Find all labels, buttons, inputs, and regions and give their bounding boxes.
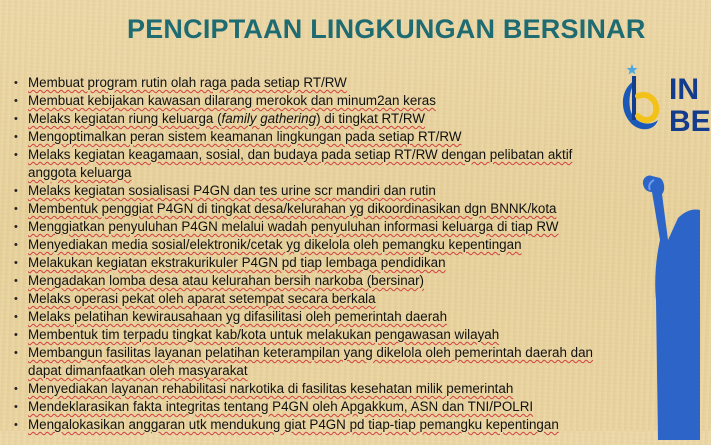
bullet-item: • Menyediakan media sosial/elektronik/cetak yg dikelola oleh pemangku kepentingan xyxy=(14,236,614,254)
bullet-item: • Mengadakan lomba desa atau kelurahan bersih narkoba (bersinar) xyxy=(14,272,614,290)
bullet-item: • Membuat kebijakan kawasan dilarang merokok dan minum2an keras xyxy=(14,92,614,110)
bullet-item: • Menyediakan layanan rehabilitasi narkotika di fasilitas kesehatan milik pemerintah xyxy=(14,380,614,398)
bullet-item: • Menggiatkan penyuluhan P4GN melalui wadah penyuluhan informasi keluarga di tiap RW xyxy=(14,218,614,236)
slide-title: PENCIPTAAN LINGKUNGAN BERSINAR xyxy=(127,14,646,44)
bersinar-logo xyxy=(618,62,711,152)
bullet-item: • Mengoptimalkan peran sistem keamanan lingkungan pada setiap RT/RW xyxy=(14,128,614,146)
bullet-item: • Membentuk penggiat P4GN di tingkat desa/kelurahan yg dikoordinasikan dgn BNNK/kota xyxy=(14,200,614,218)
bullet-item: • Membangun fasilitas layanan pelatihan keterampilan yang dikelola oleh pemerintah daerah dan dapat dimanfaatkan oleh masyarakat xyxy=(14,344,614,380)
bullet-item: • Membuat program rutin olah raga pada setiap RT/RW xyxy=(14,74,614,92)
bullet-text-italic: family gathering xyxy=(221,111,317,126)
bullet-text-before: Melaks kegiatan riung keluarga ( xyxy=(28,111,222,126)
raised-fist-figure xyxy=(630,170,700,440)
bullet-text-after: ) di tingkat RT/RW xyxy=(316,111,425,126)
bullet-item: • Melaks kegiatan keagamaan, sosial, dan budaya pada setiap RT/RW dengan pelibatan aktif anggota keluarga xyxy=(14,146,614,182)
bullet-list xyxy=(14,74,614,434)
bullet-item: • Mendeklarasikan fakta integritas tentang P4GN oleh Apgakkum, ASN dan TNI/POLRI xyxy=(14,398,614,416)
bullet-item: • Melakukan kegiatan ekstrakurikuler P4GN pd tiap lembaga pendidikan xyxy=(14,254,614,272)
bullet-item: • Membentuk tim terpadu tingkat kab/kota untuk melakukan pengawasan wilayah xyxy=(14,326,614,344)
bullet-item: • Melaks kegiatan sosialisasi P4GN dan tes urine scr mandiri dan rutin xyxy=(14,182,614,200)
person-silhouette-icon xyxy=(630,170,700,440)
bullet-item: • Melaks operasi pekat oleh aparat setempat secara berkala xyxy=(14,290,614,308)
logo-text: IN BE xyxy=(669,73,711,138)
bullet-item: • Melaks pelatihan kewirausahaan yg difasilitasi oleh pemerintah daerah xyxy=(14,308,614,326)
bullet-item xyxy=(14,110,614,128)
bullet-item: • Mengalokasikan anggaran utk mendukung giat P4GN pd tiap-tiap pemangku kepentingan xyxy=(14,416,614,434)
